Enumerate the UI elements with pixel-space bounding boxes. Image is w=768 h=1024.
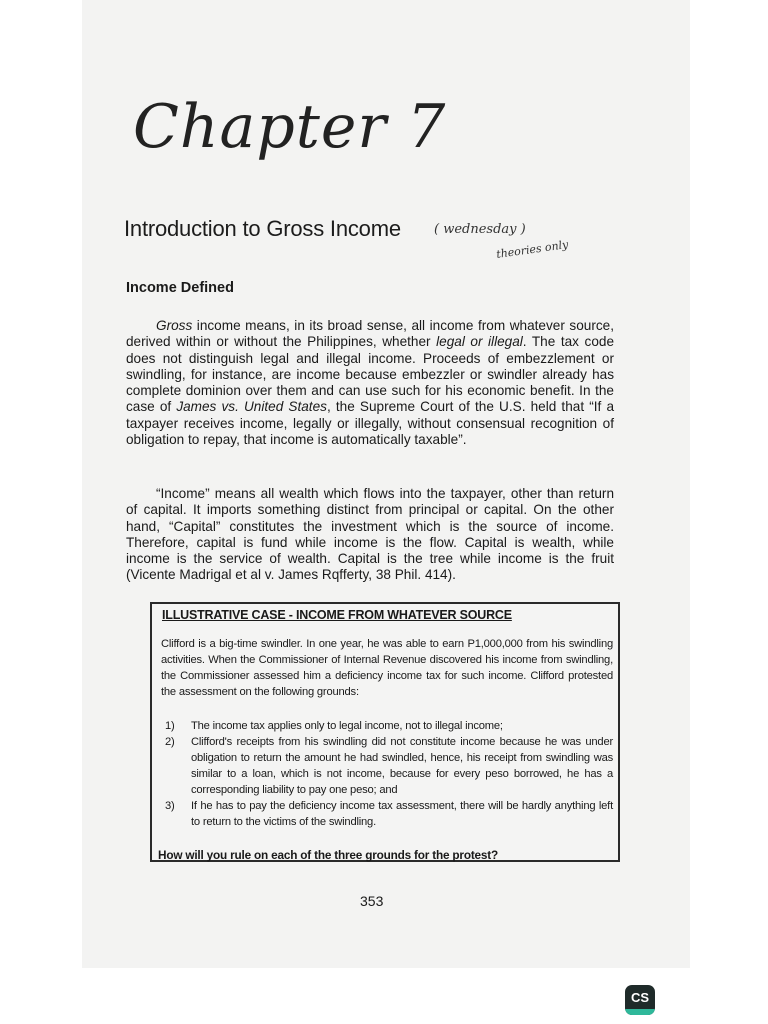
- badge-stripe: [625, 1009, 655, 1015]
- paragraph-text: “Income” means all wealth which flows into the taxpayer, other than return of capital. It imports something distinct from principal or capital. On the other hand, “Capital” constitutes the investment which is the source of income. Therefore, capital is fund while income is the flow. Capital is wealth, while income is the service of wealth. Capital is the tree while income is the fruit (Vicente Madrigal et al v. James Rqfferty, 38 Phil. 414).: [126, 486, 614, 583]
- grounds-list: [161, 718, 613, 830]
- ground-text: Clifford's receipts from his swindling did not constitute income because he was under obligation to return the amount he had swindled, hence, his receipt from swindling was similar to a loan, which is not income, because for every peso borrowed, he has a corresponding liability to pay one peso; and: [191, 736, 613, 796]
- ground-number: 3): [165, 800, 175, 812]
- paragraph-text: , the Supreme Court of the U.S. held that “If a taxpayer receives income, legally or illegally, without consensual recognition of obligation to repay, that income is automatically taxable”.: [126, 399, 615, 448]
- gross-term: Gross: [156, 318, 193, 333]
- case-question: How will you rule on each of the three grounds for the protest?: [158, 848, 499, 862]
- paragraph-text: . The tax code does not distinguish legal and illegal income. Proceeds of embezzlement or swindling, for instance, are income because embezzler or swindler already has complete dominion over them and can use such for his economic benefit. In the case of: [126, 334, 615, 415]
- case-intro: Clifford is a big-time swindler. In one year, he was able to earn P1,000,000 from his swindling activities. When the Commissioner of Internal Revenue discovered his income from swindling, the Commissioner assessed him a deficiency income tax for such income. Clifford protested the assessment on the following grounds:: [161, 638, 613, 698]
- list-item: [161, 734, 613, 798]
- case-title: ILLUSTRATIVE CASE - INCOME FROM WHATEVER SOURCE: [162, 608, 512, 622]
- section-heading: Income Defined: [126, 280, 234, 296]
- list-item: [161, 718, 613, 734]
- ground-text: The income tax applies only to legal income, not to illegal income;: [191, 720, 503, 732]
- paragraph-text: income means, in its broad sense, all income from whatever source, derived within or without the Philippines, whether: [126, 318, 614, 350]
- list-item: [161, 798, 613, 830]
- legal-illegal-term: legal or illegal: [436, 334, 523, 350]
- ground-number: 1): [165, 720, 175, 732]
- ground-number: 2): [165, 736, 175, 748]
- chapter-title: Introduction to Gross Income: [124, 216, 401, 241]
- badge-text: CS: [630, 990, 650, 1005]
- handwritten-note: ( wednesday ): [434, 222, 526, 237]
- handwritten-note-second: theories only: [495, 238, 570, 261]
- ground-text: If he has to pay the deficiency income tax assessment, there will be hardly anything left to return to the victims of the swindling.: [191, 800, 613, 828]
- paragraph-income-defined: [126, 318, 614, 448]
- page-number: 353: [360, 893, 384, 909]
- chapter-heading: Chapter 7: [133, 92, 447, 162]
- case-citation: James vs. United States: [176, 399, 327, 415]
- illustrative-case-box: [150, 602, 620, 862]
- camscanner-logo-icon: [625, 985, 655, 1015]
- paragraph-income-capital: [126, 486, 614, 584]
